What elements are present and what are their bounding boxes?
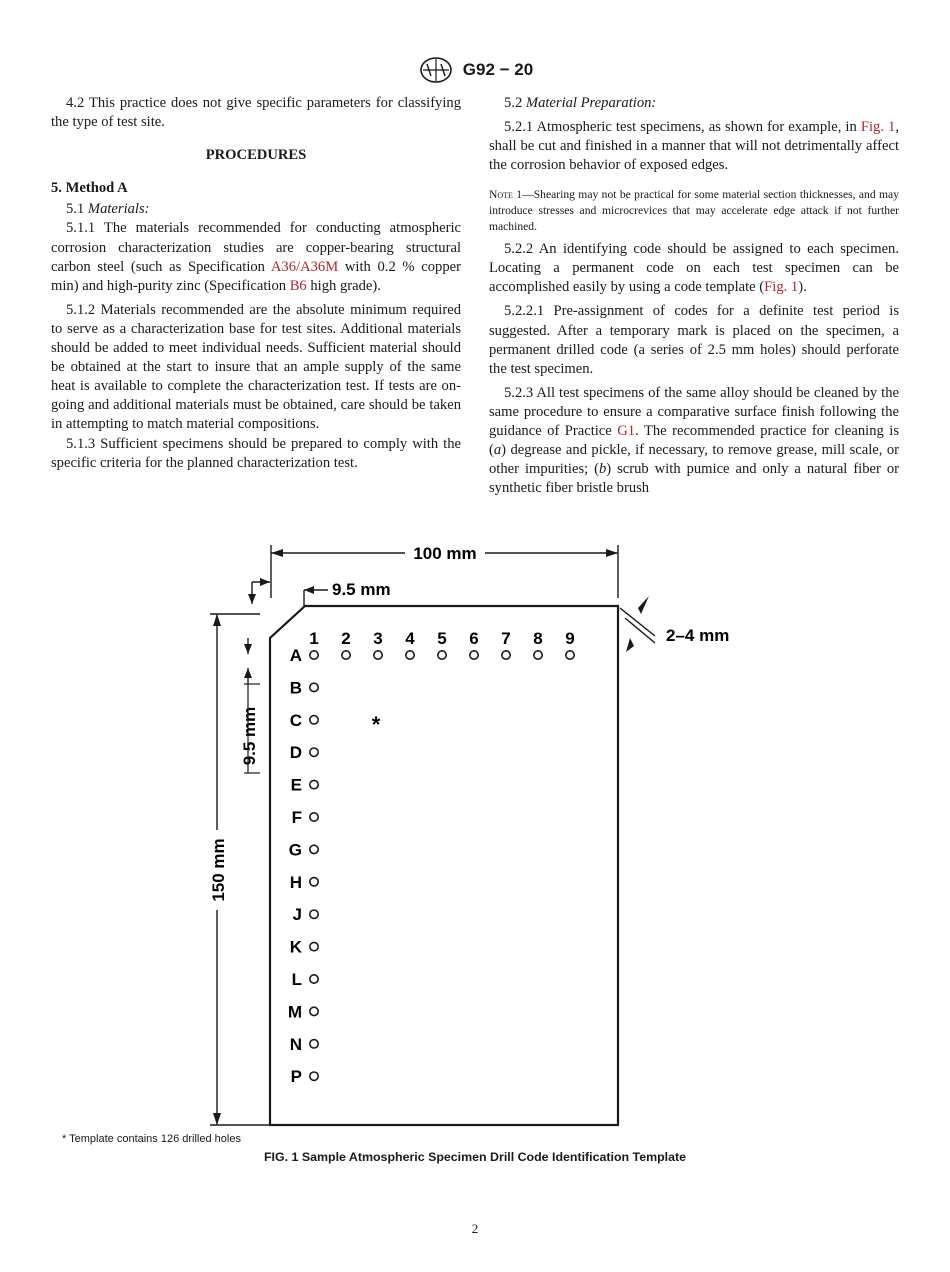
paragraph-5-2-1: 5.2.1 Atmospheric test specimens, as shown for example, in Fig. 1, shall be cut and finished in a manner that will not detrimentally affect the corrosion behavior of exposed edges.	[489, 119, 900, 174]
row-label-b: B	[289, 678, 302, 698]
column-label-3: 3	[373, 629, 383, 648]
page-header	[0, 56, 950, 84]
row-label-e: E	[290, 775, 302, 795]
row-label-g: G	[288, 840, 302, 860]
figure-caption: FIG. 1 Sample Atmospheric Specimen Drill Code Identification Template	[263, 1150, 687, 1164]
height-dimension-label: 150 mm	[209, 838, 228, 902]
column-label-7: 7	[501, 629, 511, 648]
note-1: Note 1—Shearing may not be practical for some material section thicknesses, and may introduce stresses and microcrevices that may accelerate edge attack if not further machined.	[489, 188, 899, 233]
row-label-n: N	[289, 1034, 302, 1054]
paragraph-5-1: 5.1 Materials:	[66, 201, 150, 218]
column-label-8: 8	[533, 629, 543, 648]
link-fig1[interactable]: Fig. 1	[860, 119, 896, 136]
paragraph-5-2-2: 5.2.2 An identifying code should be assigned to each specimen. Locating a permanent code on each test specimen can be accomplished easily by using a code template (Fig. 1).	[489, 241, 899, 296]
paragraph-5-1-1: 5.1.1 The materials recommended for conducting atmospheric corrosion characterization studies are copper-bearing structural carbon steel (such as Specification A36/A36M with 0.2 % copper min) and high-purity zinc (Specification B6 high grade).	[51, 220, 461, 294]
column-label-1: 1	[309, 629, 319, 648]
paragraph-4-2: 4.2 This practice does not give specific parameters for classifying the type of test site.	[51, 95, 461, 131]
row-label-d: D	[289, 743, 302, 763]
row-label-c: C	[289, 710, 302, 730]
column-label-6: 6	[469, 629, 479, 648]
row-label-l: L	[291, 970, 302, 989]
section-5-heading: 5. Method A	[51, 180, 128, 197]
column-label-9: 9	[565, 629, 575, 648]
link-b6[interactable]: B6	[289, 277, 307, 294]
link-a36[interactable]: A36/A36M	[270, 258, 339, 275]
row-label-m: M	[287, 1002, 302, 1022]
right-column	[489, 94, 899, 498]
page-number: 2	[471, 1221, 479, 1236]
paragraph-5-2: 5.2 Material Preparation:	[504, 95, 657, 111]
column-label-5: 5	[437, 629, 447, 648]
example-mark: *	[371, 712, 381, 737]
procedures-heading: PROCEDURES	[205, 147, 307, 164]
thickness-dimension-label: 2–4 mm	[666, 626, 730, 645]
offset-dimension-label: 9.5 mm	[332, 580, 391, 599]
row-label-a: A	[289, 646, 302, 665]
paragraph-5-2-3: 5.2.3 All test specimens of the same alloy should be cleaned by the same procedure to ensure a comparative surface finish following the guidance of Practice G1. The recommended practice for cleaning is (a) degrease and pickle, if necessary, to remove grease, mill scale, or other impurities; (b) scrub with pumice and only a natural fiber or synthetic fiber bristle brush	[489, 384, 900, 497]
row-spacing-label: 9.5 mm	[240, 706, 259, 766]
document-code: G92 − 20	[462, 60, 534, 79]
row-label-p: P	[290, 1067, 302, 1087]
row-label-h: H	[289, 872, 302, 892]
width-dimension-label: 100 mm	[413, 544, 477, 563]
left-column	[51, 94, 461, 473]
link-fig1-code[interactable]: Fig. 1	[764, 279, 799, 296]
figure-footnote: * Template contains 126 drilled holes	[62, 1133, 241, 1145]
column-label-4: 4	[405, 629, 415, 648]
paragraph-5-1-3: 5.1.3 Sufficient specimens should be prepared to comply with the specific criteria for the planned characterization test.	[51, 435, 461, 471]
row-label-k: K	[289, 937, 302, 957]
link-g1[interactable]: G1	[617, 423, 636, 439]
drill-template-figure	[200, 538, 760, 1133]
astm-logo-icon	[417, 56, 455, 84]
paragraph-5-2-2-1: 5.2.2.1 Pre-assignment of codes for a definite test period is suggested. After a temporary mark is placed on the specimen, a permanent drilled code (a series of 2.5 mm holes) should perforate the test specimen.	[489, 303, 899, 377]
plate-outline	[270, 606, 618, 1125]
row-label-j: J	[292, 905, 302, 925]
row-label-f: F	[291, 808, 302, 827]
column-label-2: 2	[341, 629, 351, 648]
paragraph-5-1-2: 5.1.2 Materials recommended are the absolute minimum required to serve as a characterization base for test sites. Additional materials should be added to meet individual needs. Sufficient material should be obtained at the start to insure that an ample supply of the same heat is available to complete the characterization test. If tests are on-going and additional materials must be obtained, care should be taken in attempting to match material compositions.	[51, 301, 461, 433]
